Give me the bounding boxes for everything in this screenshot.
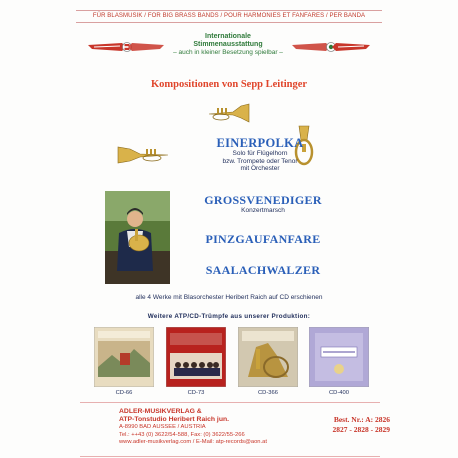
brand-line-2: Stimmenausstattung: [193, 41, 263, 48]
cd-cover-66: [94, 327, 154, 387]
brand-line-3: – auch in kleiner Besetzung spielbar –: [173, 49, 283, 56]
musician-photo: [105, 191, 170, 284]
subtitle-line: Solo für Flügelhorn: [232, 150, 288, 157]
order-numbers: 2827 - 2828 - 2829: [332, 424, 390, 434]
footer-divider: [80, 402, 380, 403]
cd-label: CD-66: [115, 390, 133, 396]
publisher-contact: [119, 424, 319, 447]
publisher-name: [119, 408, 319, 424]
cd-label: CD-73: [187, 390, 205, 396]
cd-cover-73: [166, 327, 226, 387]
cd-label: CD-366: [258, 390, 278, 396]
cd-cover-400: [309, 327, 369, 387]
cd-label: CD-400: [329, 390, 349, 396]
work-title-pinzgaufanfare: PINZGAUFANFARE: [205, 232, 321, 246]
brand-block: [168, 33, 288, 57]
subtitle-line: mit Orchester: [240, 165, 280, 172]
work-title-einerpolka: EINERPOLKA: [216, 136, 304, 150]
cd-cover-366: [238, 327, 298, 387]
trumpet-icon: [207, 100, 251, 124]
work-title-saalachwalzer: SAALACHWALZER: [205, 263, 321, 277]
work-title-grossvenediger: GROSSVENEDIGER: [204, 193, 322, 207]
subtitle-line: bzw. Trompete oder Tenor: [222, 157, 298, 165]
wing-emblem-left-icon: [88, 41, 164, 53]
work-subtitle-einerpolka: [160, 150, 360, 173]
publisher-web[interactable]: www.adler-musikverlag.com / E-Mail: atp-records@aon.at: [119, 439, 267, 445]
composer-heading: Kompositionen von Sepp Leitinger: [150, 79, 308, 90]
order-label: Best. Nr.: A: 2826: [333, 415, 390, 424]
ensemble-banner: FÜR BLASMUSIK / FOR BIG BRASS BANDS / POUR HARMONIES ET FANFARES / PER BANDA: [76, 10, 382, 23]
brand-line-1: Internationale: [205, 33, 251, 40]
wing-emblem-right-icon: [292, 41, 370, 53]
recording-note: alle 4 Werke mit Blasorchester Heribert Raich auf CD erschienen: [135, 294, 323, 301]
promo-heading: Weitere ATP/CD-Trümpfe aus unserer Produktion:: [147, 313, 311, 320]
publisher-line-2: ATP-Tonstudio Heribert Raich jun.: [119, 416, 230, 423]
publisher-line-1: ADLER-MUSIKVERLAG &: [119, 408, 202, 415]
order-number-block: [310, 415, 390, 434]
bottom-divider: [80, 456, 380, 457]
work-subtitle-grossvenediger: Konzertmarsch: [241, 207, 285, 214]
publisher-address: A-8990 BAD AUSSEE / AUSTRIA: [119, 424, 206, 430]
publisher-phone: Tel.: ++43 (0) 3622/54-588, Fax: (0) 3622/55-266: [119, 431, 245, 438]
